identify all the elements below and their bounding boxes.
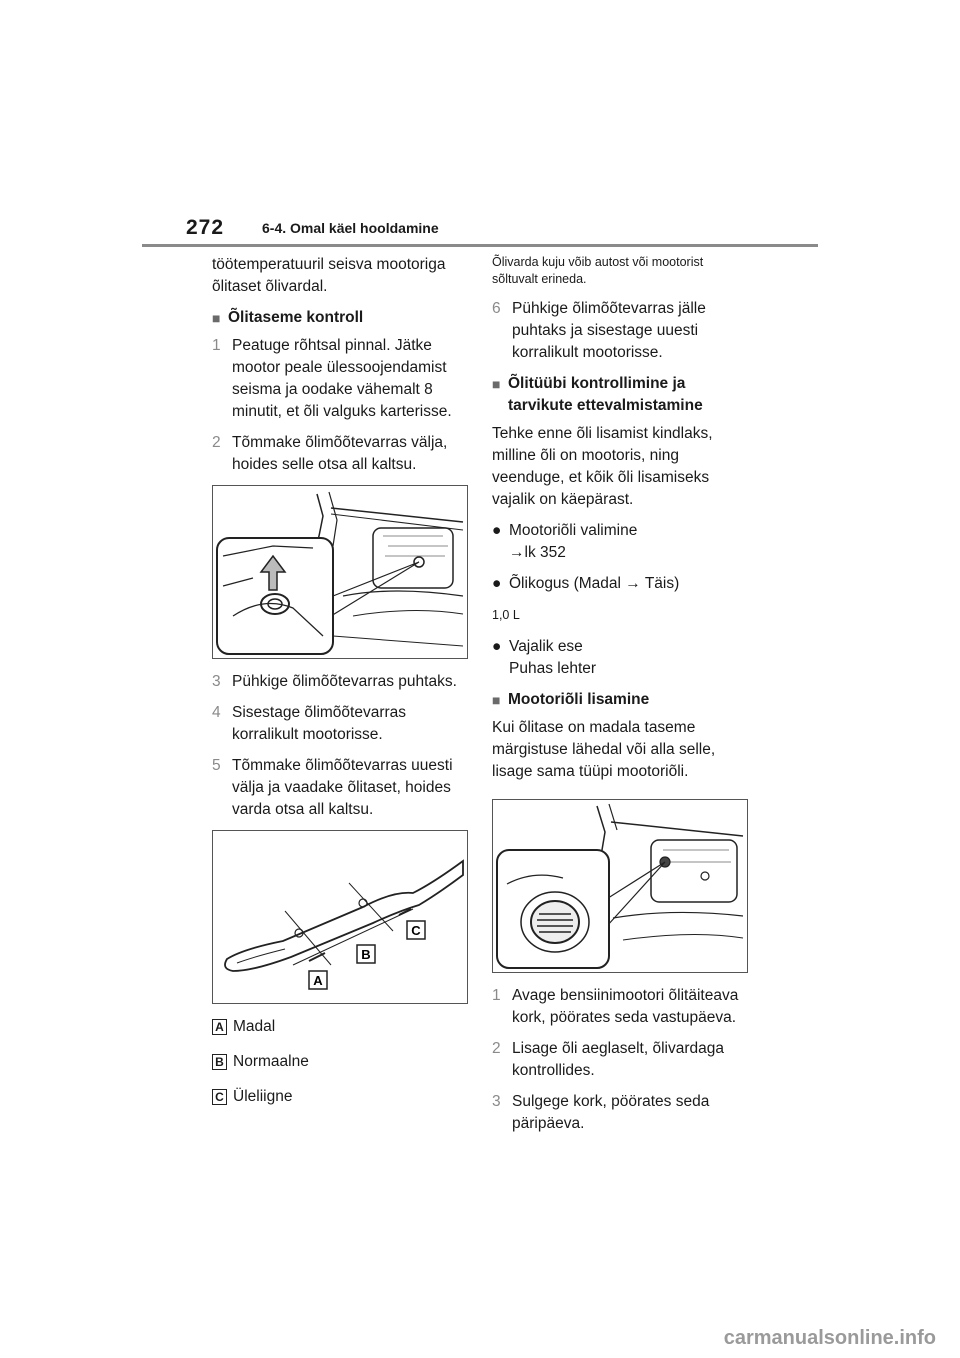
step-text: Sisestage õlimõõtevarras korralikult mootorisse. xyxy=(232,704,407,743)
bullet-item xyxy=(492,573,750,595)
step-item xyxy=(212,755,470,821)
heading-text: Õlitaseme kontroll xyxy=(228,309,364,326)
heading-adding-oil xyxy=(492,689,750,711)
square-bullet-icon: ■ xyxy=(212,310,221,326)
step-number: 2 xyxy=(492,1040,501,1057)
oil-amount: 1,0 L xyxy=(492,608,520,622)
step-text: Peatuge rõhtsal pinnal. Jätke mootor peale ülessoojendamist seisma ja oodake vähemalt 8 minutit, et õli valguks karterisse. xyxy=(232,337,452,420)
bullet-text: Mootoriõli valimine xyxy=(509,522,638,539)
legend-text: Üleliigne xyxy=(233,1088,293,1105)
step-item xyxy=(492,985,750,1029)
dipstick-pull-illustration xyxy=(212,485,468,659)
legend-key: A xyxy=(212,1019,227,1035)
right-column xyxy=(492,254,750,1144)
bullet-text: Vajalik ese xyxy=(509,638,583,655)
heading-text: Mootoriõli lisamine xyxy=(508,691,650,708)
bullet-text: Õlikogus (Madal → Täis) xyxy=(509,575,680,592)
page-reference-link[interactable]: →lk 352 xyxy=(509,544,566,561)
step-text: Tõmmake õlimõõtevarras välja, hoides selle otsa all kaltsu. xyxy=(232,434,448,473)
dipstick-level-illustration xyxy=(212,830,468,1004)
site-watermark: carmanualsonline.info xyxy=(723,1327,936,1349)
step-item xyxy=(492,1038,750,1082)
bullet-item xyxy=(492,520,750,564)
page-number: 272 xyxy=(186,216,225,239)
step-number: 2 xyxy=(212,434,221,451)
dipstick-label-a: A xyxy=(313,973,323,988)
step-text: Tõmmake õlimõõtevarras uuesti välja ja vaadake õlitaset, hoides varda otsa all kaltsu. xyxy=(232,757,453,818)
step-item xyxy=(212,432,470,476)
square-bullet-icon: ■ xyxy=(492,376,501,392)
adding-oil-paragraph: Kui õlitase on madala taseme märgistuse lähedal või alla selle, lisage sama tüüpi mootoriõli. xyxy=(492,719,716,780)
step-item xyxy=(212,335,470,423)
step-number: 3 xyxy=(492,1093,501,1110)
header-divider xyxy=(142,244,818,247)
step-text: Pühkige õlimõõtevarras jälle puhtaks ja sisestage uuesti korralikult mootorisse. xyxy=(512,300,706,361)
heading-oil-level-check xyxy=(212,307,470,329)
legend-key: B xyxy=(212,1054,227,1070)
dipstick-shape-note: Õlivarda kuju võib autost või mootorist sõltuvalt erineda. xyxy=(492,255,704,286)
step-number: 5 xyxy=(212,757,221,774)
bullet-dot-icon: ● xyxy=(492,638,502,655)
step-number: 1 xyxy=(492,987,501,1004)
step-text: Pühkige õlimõõtevarras puhtaks. xyxy=(232,673,457,690)
step-item xyxy=(212,671,470,693)
step-text: Sulgege kork, pöörates seda päripäeva. xyxy=(512,1093,710,1132)
legend-item xyxy=(212,1051,470,1073)
square-bullet-icon: ■ xyxy=(492,692,501,708)
dipstick-label-b: B xyxy=(361,947,371,962)
oil-filler-cap-illustration xyxy=(492,799,748,973)
bullet-dot-icon: ● xyxy=(492,575,502,592)
step-number: 4 xyxy=(212,704,221,721)
legend-key: C xyxy=(212,1089,227,1105)
bullet-subtext: Puhas lehter xyxy=(509,660,597,677)
step-number: 3 xyxy=(212,673,221,690)
bullet-dot-icon: ● xyxy=(492,522,502,539)
legend-item xyxy=(212,1086,470,1108)
legend-text: Normaalne xyxy=(233,1053,309,1070)
step-number: 6 xyxy=(492,300,501,317)
oil-type-paragraph: Tehke enne õli lisamist kindlaks, milline õli on mootoris, ning veenduge, et kõik õli lisamiseks vajalik on käepärast. xyxy=(492,425,713,508)
step-text: Avage bensiinimootori õlitäiteava kork, pöörates seda vastupäeva. xyxy=(512,987,739,1026)
heading-text: Õlitüübi kontrollimine ja tarvikute ettevalmistamine xyxy=(508,375,703,414)
step-number: 1 xyxy=(212,337,221,354)
heading-oil-type-check xyxy=(492,373,750,417)
step-item xyxy=(492,298,750,364)
dipstick-label-c: C xyxy=(411,923,421,938)
legend-item xyxy=(212,1016,470,1038)
step-item xyxy=(212,702,470,746)
section-title: 6-4. Omal käel hooldamine xyxy=(262,220,439,236)
step-text: Lisage õli aeglaselt, õlivardaga kontrollides. xyxy=(512,1040,724,1079)
intro-text: töötemperatuuril seisva mootoriga õlitaset õlivardal. xyxy=(212,256,446,295)
step-item xyxy=(492,1091,750,1135)
bullet-item xyxy=(492,636,750,680)
left-column xyxy=(212,254,470,1121)
legend-text: Madal xyxy=(233,1018,276,1035)
